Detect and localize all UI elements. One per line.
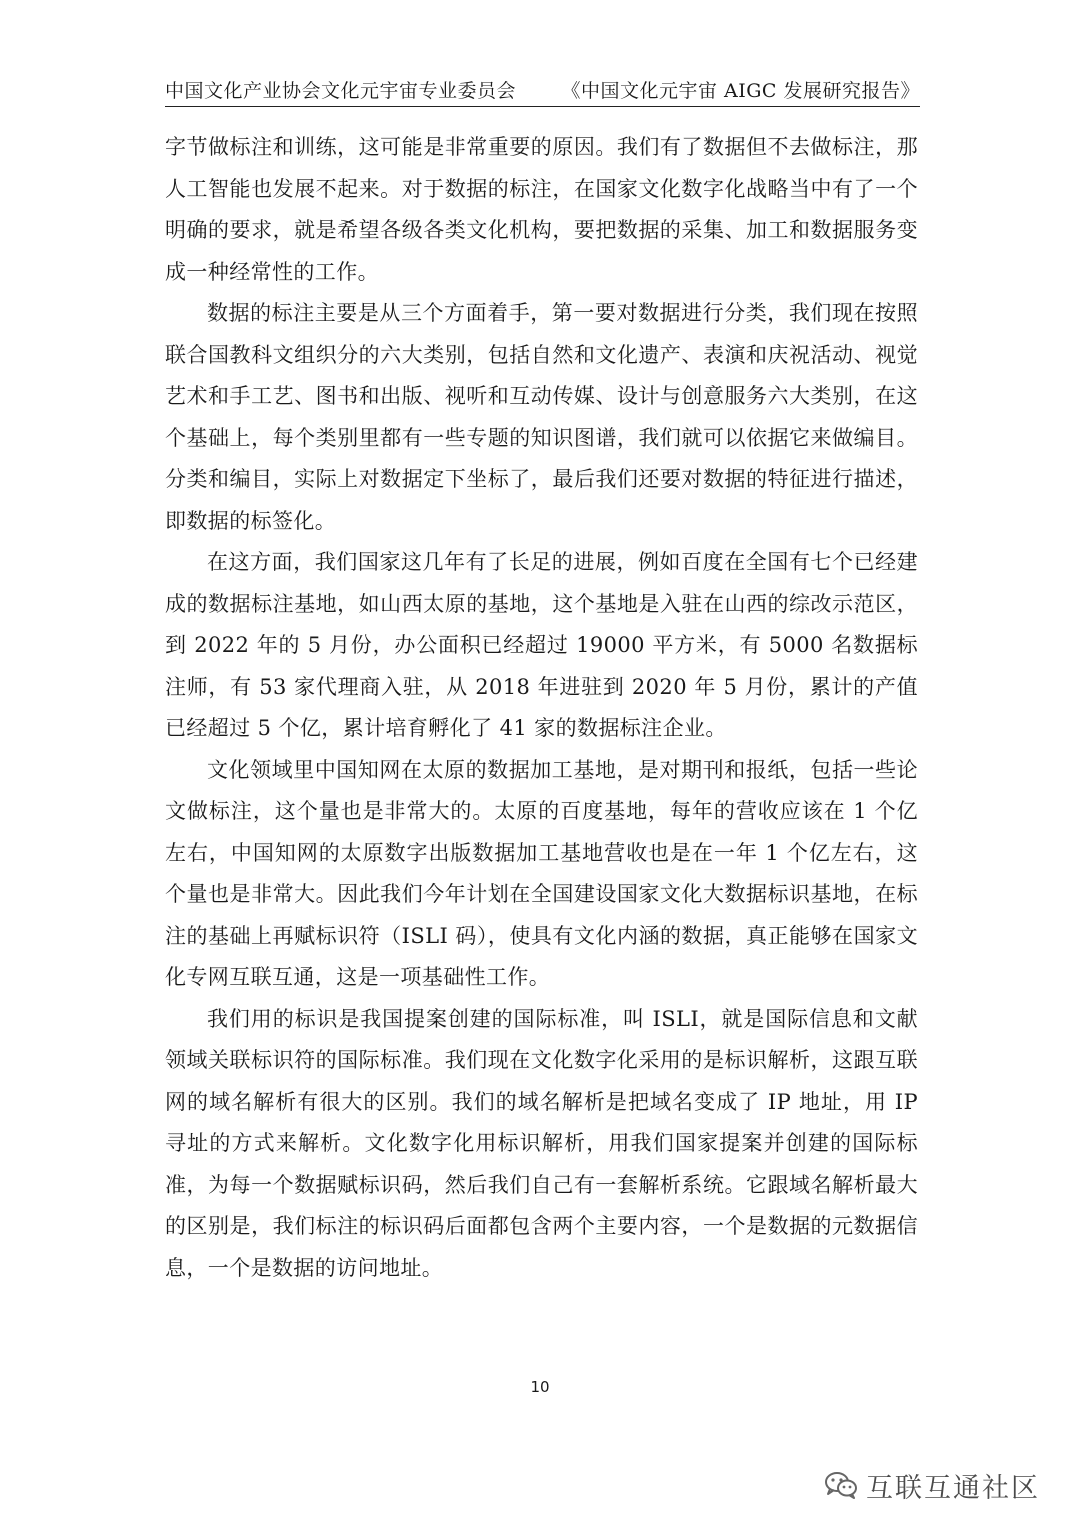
document-body (165, 127, 918, 1327)
header-report-title: 《中国文化元宇宙 AIGC 发展研究报告》 (561, 80, 920, 102)
header-organization: 中国文化产业协会文化元宇宙专业委员会 (165, 80, 517, 102)
watermark (824, 1468, 1040, 1502)
watermark-text: 互联互通社区 (866, 1472, 1040, 1504)
page-number: 10 (530, 1378, 550, 1396)
paragraph: 我们用的标识是我国提案创建的国际标准，叫 ISLI，就是国际信息和文献领域关联标识符的国际标准。我们现在文化数字化采用的是标识解析，这跟互联网的域名解析有很大的区别。我们的域名解析是把域名变成了 IP 地址，用 IP 寻址的方式来解析。文化数字化用标识解析，用我们国家提案并创建的国际标准，为每一个数据赋标识码，然后我们自己有一套解析系统。它跟域名解析最大的区别是，我们标注的标识码后面都包含两个主要内容，一个是数据的元数据信息，一个是数据的访问地址。 (165, 1006, 918, 1280)
paragraph: 文化领域里中国知网在太原的数据加工基地，是对期刊和报纸，包括一些论文做标注，这个量也是非常大的。太原的百度基地，每年的营收应该在 1 个亿左右，中国知网的太原数字出版数据加工基地营收也是在一年 1 个亿左右，这个量也是非常大。因此我们今年计划在全国建设国家文化大数据标识基地，在标注的基础上再赋标识符（ISLI 码），使具有文化内涵的数据，真正能够在国家文化专网互联互通，这是一项基础性工作。 (165, 757, 918, 989)
paragraph: 在这方面，我们国家这几年有了长足的进展，例如百度在全国有七个已经建成的数据标注基地，如山西太原的基地，这个基地是入驻在山西的综改示范区，到 2022 年的 5 月份，办公面积已经超过 19000 平方米，有 5000 名数据标注师，有 53 家代理商入驻，从 2018 年进驻到 2020 年 5 月份，累计的产值已经超过 5 个亿，累计培育孵化了 41 家的数据标注企业。 (165, 550, 918, 740)
page-header (165, 70, 920, 107)
paragraph: 字节做标注和训练，这可能是非常重要的原因。我们有了数据但不去做标注，那人工智能也发展不起来。对于数据的标注，在国家文化数字化战略当中有了一个明确的要求，就是希望各级各类文化机构，要把数据的采集、加工和数据服务变成一种经常性的工作。 (165, 135, 918, 284)
wechat-icon (824, 1471, 858, 1499)
paragraph: 数据的标注主要是从三个方面着手，第一要对数据进行分类，我们现在按照联合国教科文组织分的六大类别，包括自然和文化遗产、表演和庆祝活动、视觉艺术和手工艺、图书和出版、视听和互动传媒、设计与创意服务六大类别，在这个基础上，每个类别里都有一些专题的知识图谱，我们就可以依据它来做编目。分类和编目，实际上对数据定下坐标了，最后我们还要对数据的特征进行描述，即数据的标签化。 (165, 301, 918, 533)
